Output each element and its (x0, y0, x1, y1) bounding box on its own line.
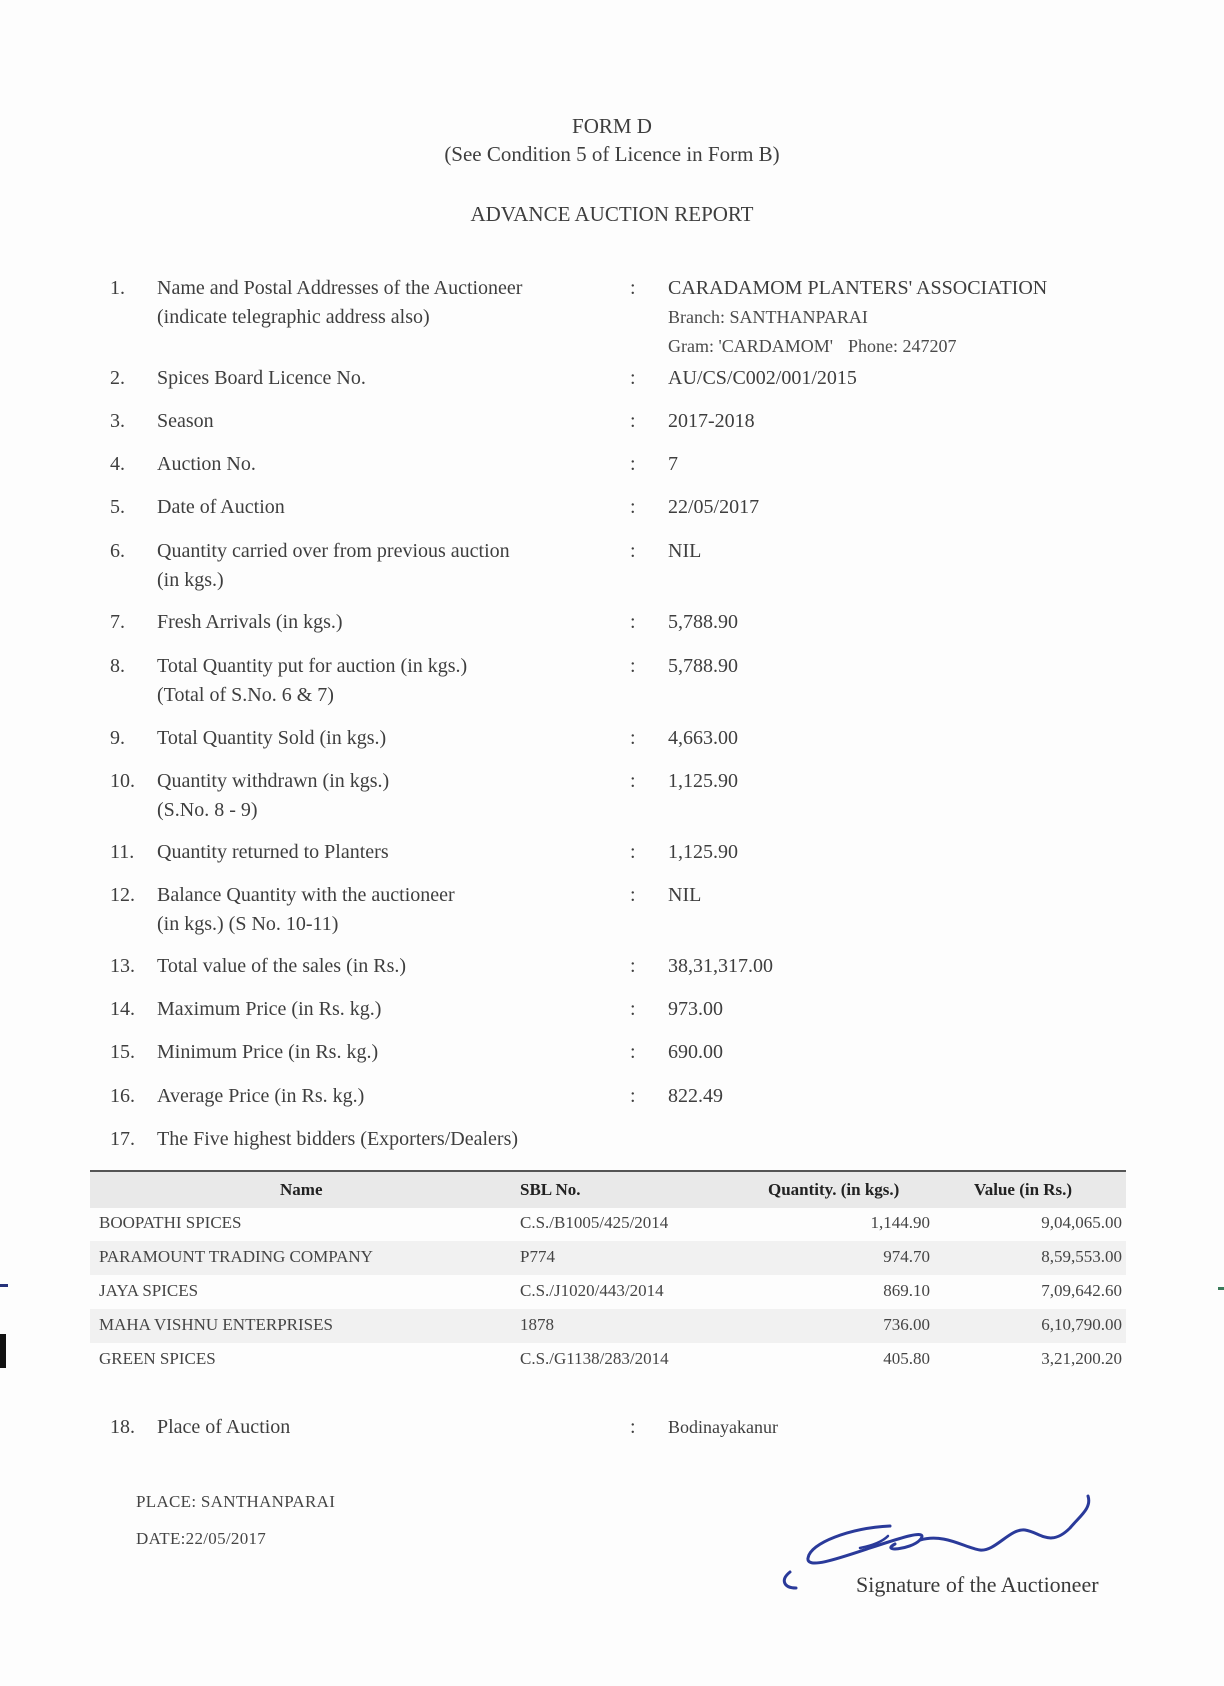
item-value: 38,31,317.00 (668, 955, 773, 977)
cell-name: BOOPATHI SPICES (99, 1213, 242, 1232)
cell-value: 9,04,065.00 (1041, 1213, 1122, 1232)
item-colon: : (630, 496, 636, 518)
cell-sbl: 1878 (520, 1315, 554, 1334)
item-number: 1. (110, 277, 125, 299)
table-row (90, 1207, 1126, 1241)
item-label: Spices Board Licence No. (157, 367, 366, 389)
item-number: 14. (110, 998, 135, 1020)
item-value: 22/05/2017 (668, 496, 760, 518)
item-value: CARADAMOM PLANTERS' ASSOCIATION Branch: SANTHANPARAI Gram: 'CARDAMOM' Phone: 247207 (668, 277, 1048, 356)
cell-sbl: C.S./B1005/425/2014 (520, 1213, 669, 1232)
cell-value: 3,21,200.20 (1041, 1349, 1122, 1368)
item-colon: : (630, 410, 636, 432)
item-number: 10. (110, 770, 135, 792)
cell-quantity: 1,144.90 (870, 1213, 930, 1232)
item-number: 6. (110, 540, 125, 562)
item-label: Place of Auction (157, 1416, 291, 1438)
bidders-table-header (90, 1170, 1126, 1208)
item-label: Quantity carried over from previous auction (in kgs.) (157, 540, 510, 591)
item-value: 5,788.90 (668, 611, 738, 633)
scan-edge-mark (0, 1334, 6, 1368)
table-row (90, 1309, 1126, 1343)
item-number: 3. (110, 410, 125, 432)
col-header-quantity: Quantity. (in kgs.) (768, 1180, 900, 1199)
item-number: 16. (110, 1085, 135, 1107)
item-colon: : (630, 367, 636, 389)
item-number: 2. (110, 367, 125, 389)
report-title: ADVANCE AUCTION REPORT (470, 202, 754, 226)
cell-value: 7,09,642.60 (1041, 1281, 1122, 1300)
item-label: Date of Auction (157, 496, 285, 518)
item-number: 11. (110, 841, 135, 863)
item-colon: : (630, 998, 636, 1020)
form-condition: (See Condition 5 of Licence in Form B) (444, 142, 780, 166)
cell-name: GREEN SPICES (99, 1349, 216, 1368)
item-number: 15. (110, 1041, 135, 1063)
item-label: Quantity withdrawn (in kgs.) (S.No. 8 - 9) (157, 770, 390, 821)
item-colon: : (630, 1416, 636, 1438)
cell-name: MAHA VISHNU ENTERPRISES (99, 1315, 333, 1334)
item-colon: : (630, 841, 636, 863)
item-colon: : (630, 770, 636, 792)
item-number: 4. (110, 453, 125, 475)
cell-name: PARAMOUNT TRADING COMPANY (99, 1247, 373, 1266)
signature-label: Signature of the Auctioneer (856, 1572, 1099, 1597)
cell-name: JAYA SPICES (99, 1281, 199, 1300)
cell-sbl: C.S./G1138/283/2014 (520, 1349, 669, 1368)
item-label: Quantity returned to Planters (157, 841, 389, 863)
item-colon: : (630, 1041, 636, 1063)
item-colon: : (630, 1085, 636, 1107)
cell-value: 6,10,790.00 (1041, 1315, 1122, 1334)
item-label: Name and Postal Addresses of the Auctioneer (indicate telegraphic address also) (157, 277, 523, 328)
table-row (90, 1343, 1126, 1377)
scan-edge-mark (1218, 1287, 1224, 1290)
item-label: Minimum Price (in Rs. kg.) (157, 1041, 379, 1063)
item-value: 7 (668, 453, 678, 475)
item-number: 17. (110, 1128, 135, 1150)
item-label: Auction No. (157, 453, 256, 475)
item-value: Bodinayakanur (668, 1417, 778, 1437)
item-value: NIL (668, 540, 702, 562)
item-label: Balance Quantity with the auctioneer (in kgs.) (S No. 10-11) (157, 884, 455, 935)
item-value: 2017-2018 (668, 410, 755, 432)
item-colon: : (630, 727, 636, 749)
footer-date: DATE:22/05/2017 (136, 1529, 267, 1548)
item-number: 18. (110, 1416, 135, 1438)
item-colon: : (630, 611, 636, 633)
item-value: 1,125.90 (668, 841, 738, 863)
cell-quantity: 869.10 (883, 1281, 930, 1300)
cell-sbl: P774 (520, 1247, 555, 1266)
cell-value: 8,59,553.00 (1041, 1247, 1122, 1266)
item-label: Total Quantity put for auction (in kgs.) (Total of S.No. 6 & 7) (157, 655, 468, 706)
item-number: 12. (110, 884, 135, 906)
item-value: 973.00 (668, 998, 723, 1020)
item-number: 5. (110, 496, 125, 518)
item-label: Average Price (in Rs. kg.) (157, 1085, 365, 1107)
item-label: Fresh Arrivals (in kgs.) (157, 611, 343, 633)
item-label: The Five highest bidders (Exporters/Dealers) (157, 1128, 519, 1150)
form-title: FORM D (572, 114, 652, 138)
item-number: 8. (110, 655, 125, 677)
footer-place: PLACE: SANTHANPARAI (136, 1492, 336, 1511)
item-value: 690.00 (668, 1041, 723, 1063)
table-row (90, 1241, 1126, 1275)
item-number: 13. (110, 955, 135, 977)
item-value: NIL (668, 884, 702, 906)
cell-quantity: 974.70 (883, 1247, 930, 1266)
item-value: 1,125.90 (668, 770, 738, 792)
item-colon: : (630, 884, 636, 906)
item-number: 7. (110, 611, 125, 633)
col-header-name: Name (280, 1180, 323, 1199)
table-row (90, 1275, 1126, 1309)
item-value: 4,663.00 (668, 727, 738, 749)
item-colon: : (630, 277, 636, 299)
item-colon: : (630, 540, 636, 562)
col-header-sbl: SBL No. (520, 1180, 581, 1199)
cell-quantity: 736.00 (883, 1315, 930, 1334)
item-label: Maximum Price (in Rs. kg.) (157, 998, 382, 1020)
item-colon: : (630, 655, 636, 677)
item-label: Total value of the sales (in Rs.) (157, 955, 407, 977)
item-label: Season (157, 410, 214, 432)
item-label: Total Quantity Sold (in kgs.) (157, 727, 387, 749)
cell-quantity: 405.80 (883, 1349, 930, 1368)
col-header-value: Value (in Rs.) (974, 1180, 1073, 1199)
cell-sbl: C.S./J1020/443/2014 (520, 1281, 664, 1300)
item-value: AU/CS/C002/001/2015 (668, 367, 857, 389)
scan-edge-mark (0, 1284, 8, 1287)
item-value: 5,788.90 (668, 655, 738, 677)
item-number: 9. (110, 727, 125, 749)
item-colon: : (630, 955, 636, 977)
item-value: 822.49 (668, 1085, 723, 1107)
item-colon: : (630, 453, 636, 475)
